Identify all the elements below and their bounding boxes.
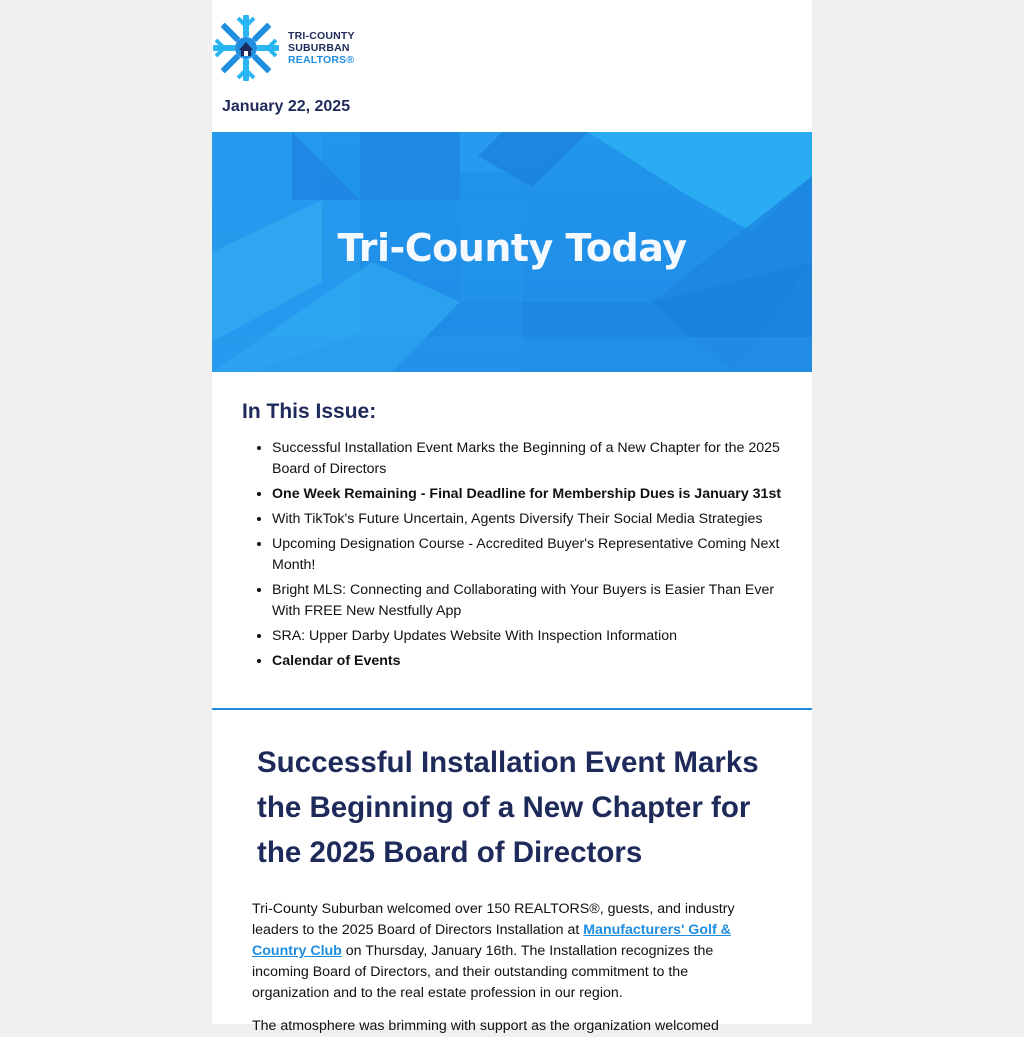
email-container	[212, 0, 812, 1034]
table-of-contents	[242, 400, 802, 676]
banner-title: Tri-County Today	[337, 226, 687, 270]
snowflake-house-logo-icon	[212, 14, 280, 82]
toc-item[interactable]: • SRA: Upper Darby Updates Website With Inspection Information	[272, 626, 802, 647]
logo-line-3: REALTORS®	[288, 54, 355, 66]
toc-heading: In This Issue:	[242, 400, 377, 423]
logo-wordmark	[288, 30, 355, 66]
logo-line-1: TRI-COUNTY	[288, 30, 355, 42]
header-logo[interactable]	[212, 14, 812, 84]
newsletter-banner	[212, 132, 812, 372]
toc-item[interactable]: • Upcoming Designation Course - Accredited Buyer's Representative Coming Next Month!	[272, 534, 802, 576]
logo-line-2: SUBURBAN	[288, 42, 350, 54]
toc-item[interactable]: • One Week Remaining - Final Deadline for Membership Dues is January 31st	[272, 484, 802, 505]
toc-item[interactable]: • Calendar of Events	[272, 651, 802, 672]
toc-item[interactable]: • Successful Installation Event Marks the Beginning of a New Chapter for the 2025 Board of Directors	[272, 438, 802, 480]
toc-item[interactable]: • Bright MLS: Connecting and Collaborating with Your Buyers is Easier Than Ever With FREE New Nestfully App	[272, 580, 802, 622]
venue-link[interactable]: Manufacturers' Golf & Country Club	[252, 922, 731, 959]
paragraph-text: Tri-County Suburban welcomed over 150 REALTORS®, guests, and industry leaders to the 2025 Board of Directors Installation at	[252, 901, 735, 938]
toc-list	[242, 438, 802, 672]
article-paragraph-2: The atmosphere was brimming with support as the organization welcomed	[252, 1018, 719, 1034]
issue-date: January 22, 2025	[222, 98, 351, 115]
article-paragraph-1	[252, 899, 752, 1004]
article-installation	[252, 740, 772, 1037]
article-title: Successful Installation Event Marks the Beginning of a New Chapter for the 2025 Board of Directors	[257, 746, 759, 869]
toc-item[interactable]: • With TikTok's Future Uncertain, Agents Diversify Their Social Media Strategies	[272, 509, 802, 530]
paragraph-text: on Thursday, January 16th. The Installation recognizes the incoming Board of Directors, and their outstanding commitment to the organization and to the real estate profession in our region.	[252, 943, 714, 1001]
section-divider	[212, 708, 812, 710]
